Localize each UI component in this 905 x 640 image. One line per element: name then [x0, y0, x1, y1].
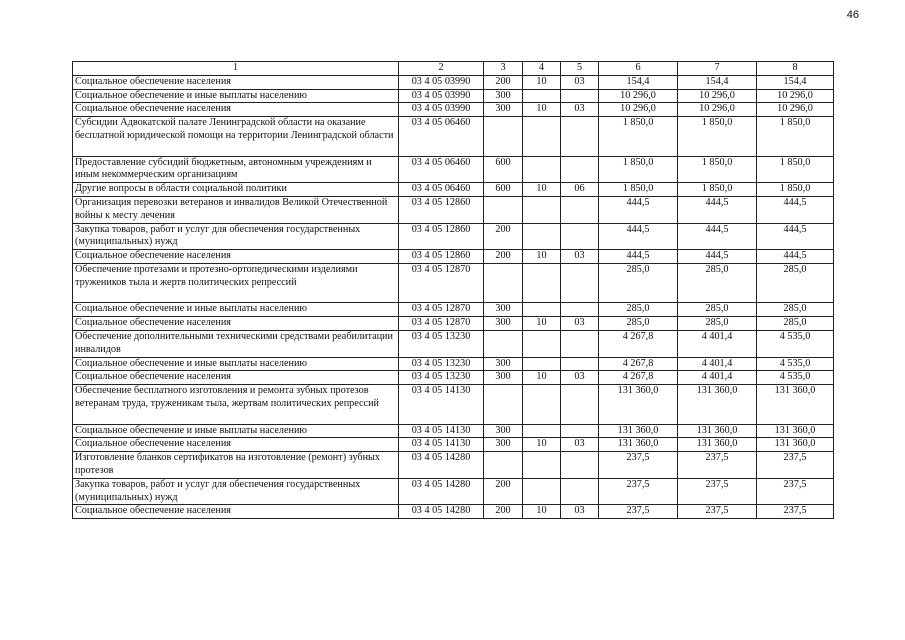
- row-name-cell: Другие вопросы в области социальной политики: [73, 183, 399, 197]
- row-pr-cell: 03: [561, 505, 599, 519]
- row-value-cell: 154,4: [678, 75, 757, 89]
- row-name-cell: Социальное обеспечение населения: [73, 505, 399, 519]
- row-pr-cell: [561, 478, 599, 505]
- row-code-cell: 03 4 05 12870: [399, 303, 484, 317]
- row-pr-cell: 06: [561, 183, 599, 197]
- row-pr-cell: 03: [561, 317, 599, 331]
- row-pr-cell: [561, 330, 599, 357]
- table-row: [73, 89, 834, 103]
- row-vr-cell: 200: [484, 250, 523, 264]
- table-row: [73, 250, 834, 264]
- row-rz-cell: 10: [523, 250, 561, 264]
- row-vr-cell: 600: [484, 156, 523, 183]
- row-value-cell: 10 296,0: [599, 103, 678, 117]
- row-name-cell: Обеспечение бесплатного изготовления и ремонта зубных протезов ветеранам труда, труженикам тыла, жертвам политических репрессий: [73, 385, 399, 424]
- row-value-cell: 154,4: [599, 75, 678, 89]
- row-value-cell: 10 296,0: [678, 89, 757, 103]
- row-rz-cell: 10: [523, 75, 561, 89]
- column-number: 4: [523, 62, 561, 76]
- row-code-cell: 03 4 05 06460: [399, 156, 484, 183]
- table-row: [73, 183, 834, 197]
- row-value-cell: 237,5: [757, 478, 834, 505]
- row-value-cell: 444,5: [678, 196, 757, 223]
- row-pr-cell: [561, 303, 599, 317]
- row-name-cell: Социальное обеспечение и иные выплаты населению: [73, 357, 399, 371]
- row-value-cell: 1 850,0: [599, 183, 678, 197]
- row-value-cell: 285,0: [599, 263, 678, 302]
- row-value-cell: 237,5: [599, 505, 678, 519]
- row-value-cell: 131 360,0: [757, 385, 834, 424]
- row-pr-cell: 03: [561, 103, 599, 117]
- row-code-cell: 03 4 05 13230: [399, 330, 484, 357]
- row-vr-cell: 300: [484, 357, 523, 371]
- row-name-cell: Закупка товаров, работ и услуг для обеспечения государственных (муниципальных) нужд: [73, 478, 399, 505]
- row-code-cell: 03 4 05 03990: [399, 103, 484, 117]
- row-value-cell: 444,5: [678, 223, 757, 250]
- row-code-cell: 03 4 05 12870: [399, 263, 484, 302]
- row-vr-cell: [484, 117, 523, 156]
- row-vr-cell: 300: [484, 89, 523, 103]
- table-row: [73, 330, 834, 357]
- row-value-cell: 444,5: [757, 250, 834, 264]
- row-name-cell: Социальное обеспечение и иные выплаты населению: [73, 303, 399, 317]
- row-vr-cell: 200: [484, 478, 523, 505]
- column-number: 3: [484, 62, 523, 76]
- row-value-cell: 237,5: [757, 452, 834, 479]
- row-value-cell: 154,4: [757, 75, 834, 89]
- row-pr-cell: 03: [561, 75, 599, 89]
- row-code-cell: 03 4 05 14280: [399, 505, 484, 519]
- budget-table: [72, 61, 834, 519]
- row-value-cell: 237,5: [599, 478, 678, 505]
- row-vr-cell: 300: [484, 303, 523, 317]
- row-rz-cell: 10: [523, 438, 561, 452]
- row-value-cell: 4 267,8: [599, 330, 678, 357]
- row-name-cell: Изготовление бланков сертификатов на изготовление (ремонт) зубных протезов: [73, 452, 399, 479]
- row-rz-cell: [523, 452, 561, 479]
- row-code-cell: 03 4 05 13230: [399, 371, 484, 385]
- row-value-cell: 237,5: [678, 478, 757, 505]
- table-row: [73, 156, 834, 183]
- row-value-cell: 1 850,0: [599, 156, 678, 183]
- page-number: 46: [846, 9, 859, 21]
- row-value-cell: 4 401,4: [678, 357, 757, 371]
- row-code-cell: 03 4 05 14130: [399, 438, 484, 452]
- row-rz-cell: [523, 330, 561, 357]
- row-value-cell: 4 535,0: [757, 371, 834, 385]
- row-pr-cell: 03: [561, 250, 599, 264]
- row-name-cell: Предоставление субсидий бюджетным, автономным учреждениям и иным некоммерческим организациям: [73, 156, 399, 183]
- row-vr-cell: 200: [484, 505, 523, 519]
- column-number: 7: [678, 62, 757, 76]
- row-code-cell: 03 4 05 03990: [399, 89, 484, 103]
- table-row: [73, 103, 834, 117]
- row-value-cell: 10 296,0: [678, 103, 757, 117]
- row-pr-cell: 03: [561, 371, 599, 385]
- table-row: [73, 317, 834, 331]
- row-name-cell: Социальное обеспечение населения: [73, 438, 399, 452]
- row-code-cell: 03 4 05 06460: [399, 183, 484, 197]
- row-code-cell: 03 4 05 12870: [399, 317, 484, 331]
- row-code-cell: 03 4 05 03990: [399, 75, 484, 89]
- table-row: [73, 478, 834, 505]
- row-value-cell: 285,0: [678, 317, 757, 331]
- row-value-cell: 4 401,4: [678, 330, 757, 357]
- table-row: [73, 385, 834, 424]
- row-rz-cell: [523, 263, 561, 302]
- table-row: [73, 196, 834, 223]
- row-value-cell: 444,5: [678, 250, 757, 264]
- row-name-cell: Обеспечение дополнительными техническими средствами реабилитации инвалидов: [73, 330, 399, 357]
- row-value-cell: 237,5: [678, 452, 757, 479]
- row-name-cell: Закупка товаров, работ и услуг для обеспечения государственных (муниципальных) нужд: [73, 223, 399, 250]
- row-name-cell: Социальное обеспечение населения: [73, 75, 399, 89]
- row-value-cell: 237,5: [757, 505, 834, 519]
- row-value-cell: 285,0: [599, 317, 678, 331]
- row-rz-cell: [523, 196, 561, 223]
- row-value-cell: 285,0: [678, 263, 757, 302]
- row-vr-cell: 200: [484, 75, 523, 89]
- row-vr-cell: 200: [484, 223, 523, 250]
- row-code-cell: 03 4 05 14280: [399, 478, 484, 505]
- row-pr-cell: [561, 357, 599, 371]
- row-vr-cell: [484, 330, 523, 357]
- row-rz-cell: [523, 223, 561, 250]
- row-value-cell: 444,5: [757, 223, 834, 250]
- row-vr-cell: [484, 263, 523, 302]
- row-value-cell: 285,0: [757, 263, 834, 302]
- row-value-cell: 1 850,0: [678, 156, 757, 183]
- row-name-cell: Обеспечение протезами и протезно-ортопедическими изделиями тружеников тыла и жертв политических репрессий: [73, 263, 399, 302]
- column-number: 1: [73, 62, 399, 76]
- row-value-cell: 1 850,0: [678, 117, 757, 156]
- row-rz-cell: 10: [523, 505, 561, 519]
- row-code-cell: 03 4 05 12860: [399, 223, 484, 250]
- row-name-cell: Социальное обеспечение и иные выплаты населению: [73, 89, 399, 103]
- table-row: [73, 263, 834, 302]
- row-vr-cell: 300: [484, 103, 523, 117]
- row-name-cell: Социальное обеспечение населения: [73, 371, 399, 385]
- row-rz-cell: [523, 156, 561, 183]
- row-name-cell: Социальное обеспечение населения: [73, 250, 399, 264]
- row-code-cell: 03 4 05 13230: [399, 357, 484, 371]
- row-name-cell: Организация перевозки ветеранов и инвалидов Великой Отечественной войны к месту лечения: [73, 196, 399, 223]
- row-value-cell: 444,5: [757, 196, 834, 223]
- row-value-cell: 131 360,0: [678, 385, 757, 424]
- row-value-cell: 4 401,4: [678, 371, 757, 385]
- row-rz-cell: [523, 424, 561, 438]
- row-value-cell: 131 360,0: [678, 424, 757, 438]
- row-name-cell: Социальное обеспечение населения: [73, 103, 399, 117]
- row-value-cell: 131 360,0: [678, 438, 757, 452]
- row-value-cell: 285,0: [678, 303, 757, 317]
- row-value-cell: 4 267,8: [599, 371, 678, 385]
- budget-table-body: [73, 62, 834, 519]
- row-value-cell: 1 850,0: [678, 183, 757, 197]
- row-value-cell: 285,0: [599, 303, 678, 317]
- row-code-cell: 03 4 05 14130: [399, 424, 484, 438]
- table-row: [73, 223, 834, 250]
- row-value-cell: 444,5: [599, 223, 678, 250]
- row-rz-cell: [523, 357, 561, 371]
- column-number: 2: [399, 62, 484, 76]
- row-value-cell: 1 850,0: [757, 156, 834, 183]
- row-value-cell: 4 535,0: [757, 357, 834, 371]
- row-code-cell: 03 4 05 14280: [399, 452, 484, 479]
- row-pr-cell: [561, 89, 599, 103]
- row-code-cell: 03 4 05 12860: [399, 196, 484, 223]
- row-value-cell: 285,0: [757, 303, 834, 317]
- row-value-cell: 131 360,0: [599, 438, 678, 452]
- row-name-cell: Социальное обеспечение и иные выплаты населению: [73, 424, 399, 438]
- row-value-cell: 131 360,0: [757, 438, 834, 452]
- row-value-cell: 444,5: [599, 250, 678, 264]
- row-rz-cell: 10: [523, 317, 561, 331]
- row-pr-cell: [561, 117, 599, 156]
- row-value-cell: 237,5: [599, 452, 678, 479]
- row-pr-cell: [561, 223, 599, 250]
- row-vr-cell: 600: [484, 183, 523, 197]
- table-row: [73, 303, 834, 317]
- row-rz-cell: [523, 303, 561, 317]
- row-value-cell: 4 267,8: [599, 357, 678, 371]
- row-value-cell: 285,0: [757, 317, 834, 331]
- row-value-cell: 131 360,0: [599, 385, 678, 424]
- row-code-cell: 03 4 05 14130: [399, 385, 484, 424]
- row-pr-cell: [561, 424, 599, 438]
- row-pr-cell: [561, 385, 599, 424]
- row-vr-cell: [484, 385, 523, 424]
- row-rz-cell: [523, 478, 561, 505]
- row-rz-cell: 10: [523, 103, 561, 117]
- row-value-cell: 131 360,0: [599, 424, 678, 438]
- row-pr-cell: [561, 452, 599, 479]
- row-rz-cell: 10: [523, 371, 561, 385]
- row-vr-cell: [484, 452, 523, 479]
- column-number: 5: [561, 62, 599, 76]
- table-row: [73, 75, 834, 89]
- row-value-cell: 131 360,0: [757, 424, 834, 438]
- table-row: [73, 452, 834, 479]
- row-name-cell: Субсидии Адвокатской палате Ленинградской области на оказание бесплатной юридической помощи на территории Ленинградской области: [73, 117, 399, 156]
- row-code-cell: 03 4 05 06460: [399, 117, 484, 156]
- row-pr-cell: [561, 156, 599, 183]
- row-rz-cell: 10: [523, 183, 561, 197]
- table-row: [73, 371, 834, 385]
- row-value-cell: 10 296,0: [757, 89, 834, 103]
- table-row: [73, 357, 834, 371]
- row-pr-cell: 03: [561, 438, 599, 452]
- row-value-cell: 1 850,0: [599, 117, 678, 156]
- row-vr-cell: 300: [484, 438, 523, 452]
- row-vr-cell: 300: [484, 371, 523, 385]
- row-value-cell: 237,5: [678, 505, 757, 519]
- row-value-cell: 10 296,0: [599, 89, 678, 103]
- column-number: 6: [599, 62, 678, 76]
- table-row: [73, 505, 834, 519]
- row-vr-cell: 300: [484, 317, 523, 331]
- table-row: [73, 424, 834, 438]
- column-number-row: [73, 62, 834, 76]
- row-rz-cell: [523, 117, 561, 156]
- row-value-cell: 444,5: [599, 196, 678, 223]
- row-value-cell: 1 850,0: [757, 183, 834, 197]
- row-code-cell: 03 4 05 12860: [399, 250, 484, 264]
- row-vr-cell: [484, 196, 523, 223]
- row-value-cell: 4 535,0: [757, 330, 834, 357]
- row-value-cell: 1 850,0: [757, 117, 834, 156]
- table-row: [73, 117, 834, 156]
- row-pr-cell: [561, 196, 599, 223]
- table-row: [73, 438, 834, 452]
- row-rz-cell: [523, 385, 561, 424]
- row-rz-cell: [523, 89, 561, 103]
- row-vr-cell: 300: [484, 424, 523, 438]
- row-value-cell: 10 296,0: [757, 103, 834, 117]
- row-name-cell: Социальное обеспечение населения: [73, 317, 399, 331]
- row-pr-cell: [561, 263, 599, 302]
- column-number: 8: [757, 62, 834, 76]
